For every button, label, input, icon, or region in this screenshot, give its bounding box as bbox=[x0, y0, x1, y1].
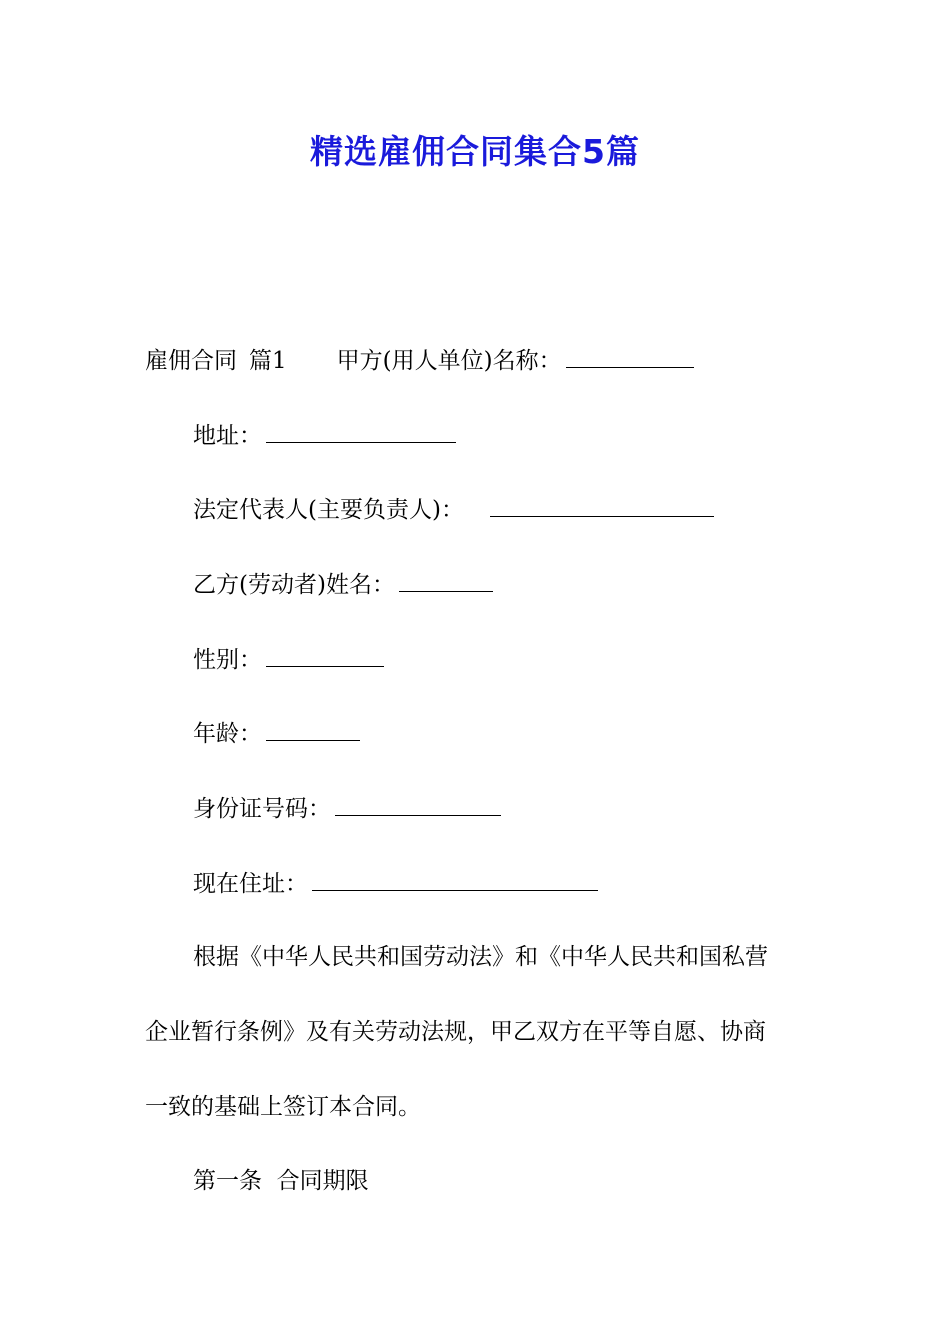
gender-label: 性别： bbox=[193, 647, 262, 673]
legal-rep-blank bbox=[490, 492, 714, 517]
party-b-name-row bbox=[193, 567, 493, 602]
legal-rep-label: 法定代表人(主要负责人)： bbox=[193, 497, 464, 523]
age-label: 年龄： bbox=[193, 721, 262, 747]
party-b-name-blank bbox=[399, 567, 493, 592]
part-label: 篇1 bbox=[249, 348, 287, 374]
current-address-blank bbox=[312, 866, 598, 891]
id-number-row bbox=[193, 791, 501, 826]
id-number-label: 身份证号码： bbox=[193, 796, 331, 822]
paragraph-line-1: 根据《中华人民共和国劳动法》和《中华人民共和国私营 bbox=[193, 944, 768, 970]
article-1-heading: 第一条 合同期限 bbox=[193, 1168, 369, 1194]
party-a-name-blank bbox=[566, 343, 694, 368]
party-a-name-label: 甲方(用人单位)名称： bbox=[336, 348, 562, 374]
paragraph-line-3: 一致的基础上签订本合同。 bbox=[145, 1094, 421, 1120]
legal-rep-row bbox=[193, 492, 714, 527]
age-row bbox=[193, 716, 360, 751]
current-address-label: 现在住址： bbox=[193, 871, 308, 897]
header-line bbox=[145, 343, 694, 378]
gender-blank bbox=[266, 642, 384, 667]
address-blank bbox=[266, 418, 456, 443]
address-row bbox=[193, 418, 456, 453]
id-number-blank bbox=[335, 791, 501, 816]
party-b-name-label: 乙方(劳动者)姓名： bbox=[193, 572, 395, 598]
address-label: 地址： bbox=[193, 423, 262, 449]
section-label: 雇佣合同 bbox=[145, 348, 237, 374]
current-address-row bbox=[193, 866, 598, 901]
paragraph-line-2: 企业暂行条例》及有关劳动法规，甲乙双方在平等自愿、协商 bbox=[145, 1019, 766, 1045]
gender-row bbox=[193, 642, 384, 677]
document-title: 精选雇佣合同集合5篇 bbox=[310, 132, 640, 171]
age-blank bbox=[266, 716, 360, 741]
